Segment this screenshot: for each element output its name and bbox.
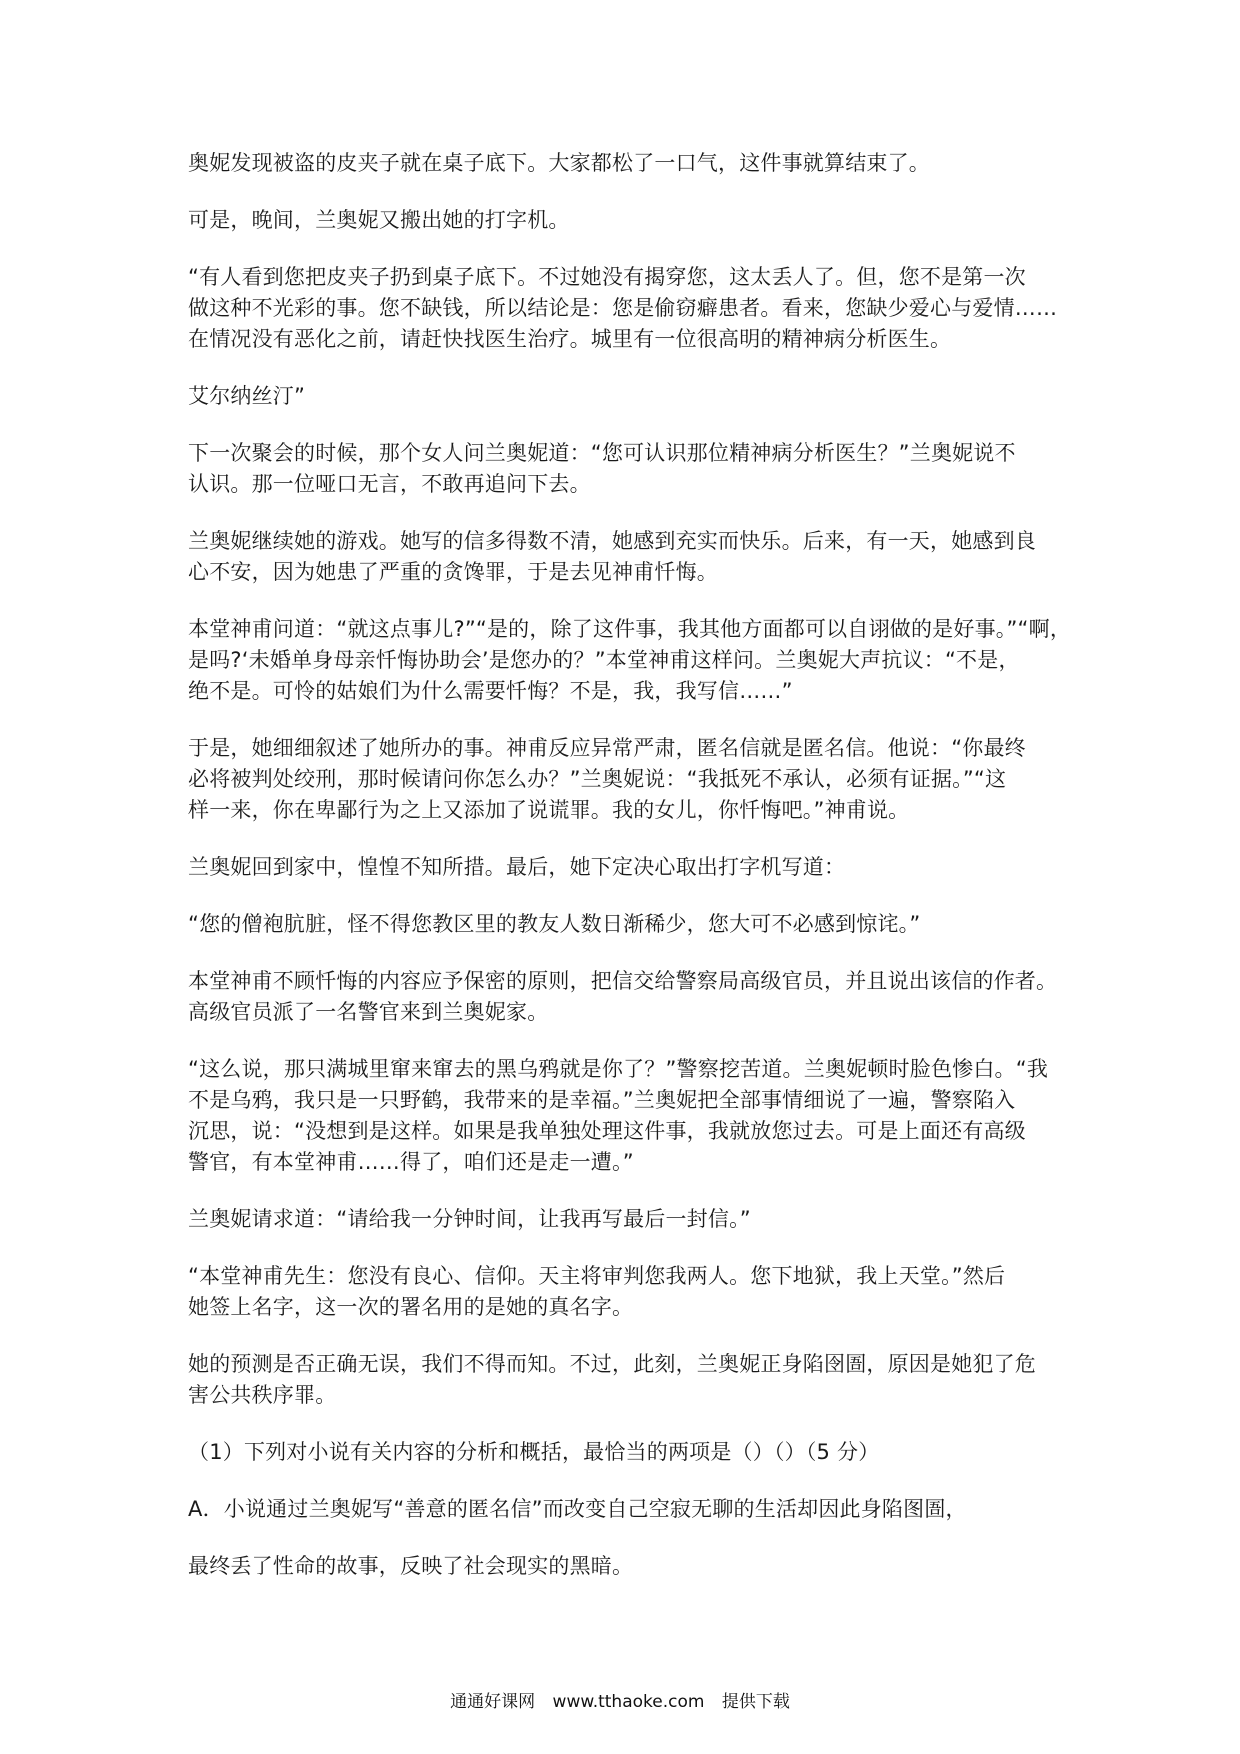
text-line: 兰奥妮回到家中，惶惶不知所措。最后，她下定决心取出打字机写道： [188, 855, 846, 879]
paragraph-12 [188, 1054, 1058, 1178]
text-line: 于是，她细细叙述了她所办的事。神甫反应异常严肃，匿名信就是匿名信。他说：“你最终 [188, 736, 1026, 760]
option-a-continued [188, 1551, 1058, 1582]
paragraph-14 [188, 1261, 1058, 1323]
text-line: “这么说，那只满城里窜来窜去的黑乌鸦就是你了？”警察挖苦道。兰奥妮顿时脸色惨白。“我 [188, 1057, 1049, 1081]
footer-note: 提供下载 [721, 1692, 790, 1712]
text-line: 本堂神甫问道：“就这点事儿?”“是的，除了这件事，我其他方面都可以自诩做的是好事。”“啊， [188, 617, 1072, 641]
question-1 [188, 1437, 1058, 1468]
text-line: 是吗?‘未婚单身母亲忏悔协助会’是您办的？”本堂神甫这样问。兰奥妮大声抗议：“不是， [188, 648, 1020, 672]
text-line: 警官，有本堂神甫……得了，咱们还是走一遭。” [188, 1150, 634, 1174]
text-line: 沉思，说：“没想到是这样。如果是我单独处理这件事，我就放您过去。可是上面还有高级 [188, 1119, 1026, 1143]
text-line: 心不安，因为她患了严重的贪馋罪，于是去见神甫忏悔。 [188, 560, 718, 584]
paragraph-13 [188, 1204, 1058, 1235]
text-line: 害公共秩序罪。 [188, 1383, 337, 1407]
text-line: 可是，晚间，兰奥妮又搬出她的打字机。 [188, 208, 570, 232]
paragraph-7 [188, 614, 1072, 707]
text-line: 艾尔纳丝汀” [188, 384, 306, 408]
footer-site-name: 通通好课网 [450, 1692, 536, 1712]
text-line: A．小说通过兰奥妮写“善意的匿名信”而改变自己空寂无聊的生活却因此身陷图圄， [188, 1497, 967, 1521]
page-footer [0, 1690, 1240, 1714]
text-line: 兰奥妮继续她的游戏。她写的信多得数不清，她感到充实而快乐。后来，有一天，她感到良 [188, 529, 1036, 553]
paragraph-1 [188, 148, 1058, 179]
paragraph-15 [188, 1349, 1058, 1411]
document-body [188, 148, 1072, 1608]
text-line: 认识。那一位哑口无言，不敢再追问下去。 [188, 472, 591, 496]
text-line: 不是乌鸦，我只是一只野鹤，我带来的是幸福。”兰奥妮把全部事情细说了一遍，警察陷入 [188, 1088, 1016, 1112]
text-line: （1）下列对小说有关内容的分析和概括，最恰当的两项是（）（）（5 分） [188, 1440, 880, 1464]
text-line: 本堂神甫不顾忏悔的内容应予保密的原则，把信交给警察局高级官员，并且说出该信的作者。 [188, 969, 1058, 993]
paragraph-9 [188, 852, 1058, 883]
text-line: 在情况没有恶化之前，请赶快找医生治疗。城里有一位很高明的精神病分析医生。 [188, 327, 952, 351]
text-line: 她签上名字，这一次的署名用的是她的真名字。 [188, 1295, 634, 1319]
text-line: 下一次聚会的时候，那个女人问兰奥妮道：“您可认识那位精神病分析医生？”兰奥妮说不 [188, 441, 1016, 465]
paragraph-6 [188, 526, 1058, 588]
paragraph-8 [188, 733, 1058, 826]
paragraph-4 [188, 381, 1058, 412]
text-line: 最终丢了性命的故事，反映了社会现实的黑暗。 [188, 1554, 634, 1578]
paragraph-3 [188, 262, 1058, 355]
text-line: “您的僧袍肮脏，怪不得您教区里的教友人数日渐稀少，您大可不必感到惊诧。” [188, 912, 921, 936]
text-line: 绝不是。可怜的姑娘们为什么需要忏悔？不是，我，我写信……” [188, 679, 793, 703]
text-line: 兰奥妮请求道：“请给我一分钟时间，让我再写最后一封信。” [188, 1207, 751, 1231]
text-line: 高级官员派了一名警官来到兰奥妮家。 [188, 1000, 549, 1024]
paragraph-10 [188, 909, 1058, 940]
footer-site-url[interactable]: www.tthaoke.com [552, 1692, 705, 1712]
text-line: “本堂神甫先生：您没有良心、信仰。天主将审判您我两人。您下地狱，我上天堂。”然后 [188, 1264, 1006, 1288]
paragraph-5 [188, 438, 1058, 500]
option-a [188, 1494, 1058, 1525]
text-line: “有人看到您把皮夹子扔到桌子底下。不过她没有揭穿您，这太丢人了。但，您不是第一次 [188, 265, 1026, 289]
paragraph-11 [188, 966, 1058, 1028]
text-line: 样一来，你在卑鄙行为之上又添加了说谎罪。我的女儿，你忏悔吧。”神甫说。 [188, 798, 910, 822]
text-line: 做这种不光彩的事。您不缺钱，所以结论是：您是偷窃癖患者。看来，您缺少爱心与爱情…… [188, 296, 1058, 320]
text-line: 奥妮发现被盗的皮夹子就在桌子底下。大家都松了一口气，这件事就算结束了。 [188, 151, 930, 175]
paragraph-2 [188, 205, 1058, 236]
text-line: 她的预测是否正确无误，我们不得而知。不过，此刻，兰奥妮正身陷囹圄，原因是她犯了危 [188, 1352, 1036, 1376]
text-line: 必将被判处绞刑，那时候请问你怎么办？”兰奥妮说：“我抵死不承认，必须有证据。”“这 [188, 767, 1007, 791]
